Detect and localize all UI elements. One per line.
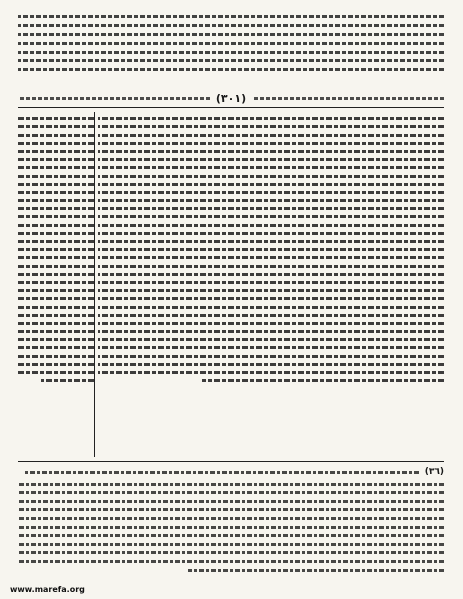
footnote-rule	[18, 461, 444, 462]
main-text-column	[98, 112, 444, 457]
footnote-number: (٣٦)	[424, 467, 444, 477]
top-text-block	[18, 10, 444, 94]
header-text-line	[252, 97, 444, 100]
header-rule	[18, 107, 444, 108]
page-number: (٣٠١)	[215, 91, 247, 105]
watermark: www.marefa.org	[10, 585, 85, 594]
footnote-block	[18, 467, 444, 577]
header-text-line	[18, 97, 210, 100]
margin-commentary-column	[18, 112, 95, 457]
running-header	[18, 92, 444, 104]
